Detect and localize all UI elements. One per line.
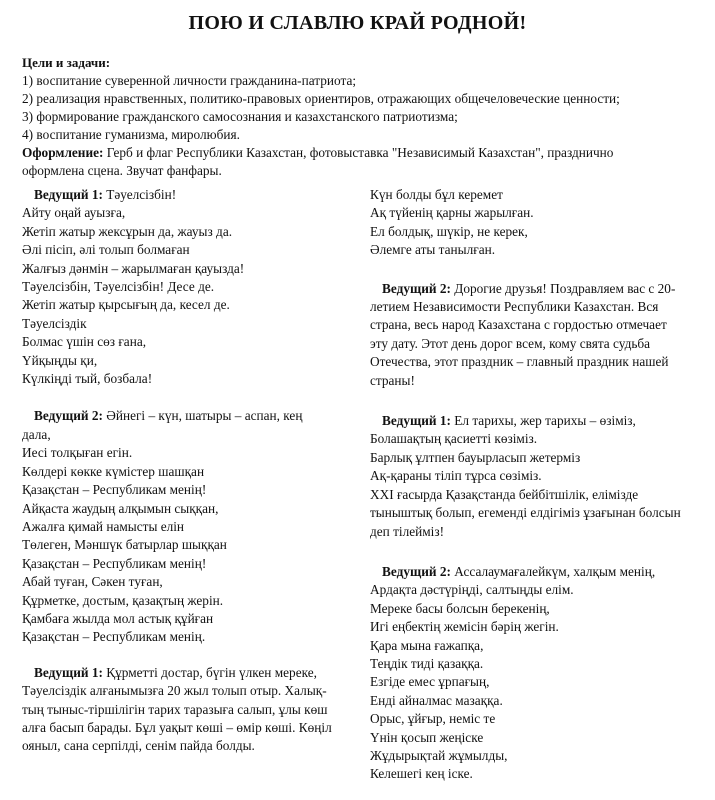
prose-line: Дорогие друзья! Поздравляем вас с 20- <box>450 280 676 296</box>
goals-heading: Цели и задачи: <box>22 55 111 70</box>
verse-line: Теңдік тиді қазаққа. <box>370 655 484 671</box>
verse-line: Тәуелсізбін! <box>102 187 177 202</box>
verse-line: Ассалаумағалейкүм, халқым менің, <box>450 563 656 579</box>
verse-line: Әлемге аты танылған. <box>370 242 496 258</box>
verse-line: Тәуелсізбін, Тәуелсізбін! Десе де. <box>22 279 215 295</box>
prose-line: Тәуелсіздік алғанымызға 20 жыл толып отыр. Халық- <box>22 683 327 699</box>
verse-line: Айқаста жаудың алқымын сыққан, <box>22 500 219 516</box>
verse-block <box>370 412 685 541</box>
verse-line: Әлі пісіп, әлі толып болмаған <box>22 242 190 258</box>
speaker-label: Ведущий 1: <box>34 187 103 202</box>
verse-line: Қара мына ғажапқа, <box>370 637 484 653</box>
verse-line: Ақ түйенің қарны жарылған. <box>370 205 534 221</box>
prose-line: деп тілейміз! <box>370 523 445 539</box>
verse-line: Ел тарихы, жер тарихы – өзіміз, <box>450 413 636 429</box>
verse-line: Көлдері көкке күмістер шашқан <box>22 463 205 479</box>
verse-line: Орыс, ұйғыр, неміс те <box>370 711 496 727</box>
verse-line: Ақ-қараны тіліп тұрса сөзіміз. <box>370 468 542 484</box>
design-label: Оформление: <box>22 145 104 160</box>
verse-line: Ажалға қимай намысты елін <box>22 518 185 534</box>
verse-line: Абай туған, Сәкен туған, <box>22 574 163 590</box>
verse-line: Күн болды бұл керемет <box>370 187 503 202</box>
verse-line: Игі еңбектің жемісін бәрің жегін. <box>370 619 559 635</box>
verse-line: Иесі толқыған егін. <box>22 445 133 461</box>
intro-section <box>22 54 692 180</box>
speaker-label: Ведущий 1: <box>34 664 103 680</box>
verse-line: Болмас үшін сөз ғана, <box>22 334 147 350</box>
verse-line: Болашақтың қасиетті көзіміз. <box>370 431 538 447</box>
verse-line: Тәуелсіздік <box>22 315 87 331</box>
prose-line: страна, весь народ Казахстана с гордостью отмечает <box>370 317 667 333</box>
verse-line: Төлеген, Мәншүк батырлар шыққан <box>22 537 227 553</box>
verse-line: Жетіп жатыр жексұрын да, жауыз да. <box>22 223 233 239</box>
prose-line: ояныл, сана серпілді, сенім пайда болды. <box>22 738 255 754</box>
prose-block <box>22 664 342 756</box>
verse-line: Барлық ұлтпен бауырласып жетерміз <box>370 449 581 465</box>
page-title: ПОЮ И СЛАВЛЮ КРАЙ РОДНОЙ! <box>188 12 527 34</box>
left-column <box>22 186 342 772</box>
verse-line: дала, <box>22 426 51 442</box>
prose-line: Отечества, этот праздник – главный праздник нашей <box>370 354 669 370</box>
goal-item: 2) реализация нравственных, политико-правовых ориентиров, отражающих общечеловеческие ценности; <box>22 91 620 106</box>
verse-block <box>370 186 685 260</box>
prose-line: тың тыныс-тіршілігін тарих таразыға салып, ұлы көш <box>22 701 328 717</box>
speaker-label: Ведущий 2: <box>382 563 451 579</box>
prose-line: Құрметті достар, бүгін үлкен мереке, <box>102 664 317 680</box>
verse-line: Әйнегі – күн, шатыры – аспан, кең <box>102 408 303 424</box>
verse-line: Құрметке, достым, қазақтың жерін. <box>22 592 224 608</box>
verse-line: Ел болдық, шүкір, не керек, <box>370 223 528 239</box>
verse-line: Қазақстан – Республикам менің. <box>22 629 206 645</box>
verse-line: Езгіде емес ұрпағың, <box>370 674 490 690</box>
prose-line: XXI ғасырда Қазақстанда бейбітшілік, елімізде <box>370 486 639 502</box>
verse-line: Қазақстан – Республикам менің! <box>22 482 207 498</box>
speaker-label: Ведущий 2: <box>34 408 103 424</box>
goal-item: 4) воспитание гуманизма, миролюбия. <box>22 127 240 142</box>
verse-line: Үнін қосып жеңіске <box>370 729 484 745</box>
verse-line: Айту оңай ауызға, <box>22 205 126 221</box>
verse-line: Жетіп жатыр қырсығың да, кесел де. <box>22 297 230 313</box>
prose-line: алға басып барады. Бұл уақыт көші – өмір көші. Көңіл <box>22 719 332 735</box>
prose-line: страны! <box>370 372 415 388</box>
verse-line: Қазақстан – Республикам менің! <box>22 555 207 571</box>
design-line <box>22 144 692 162</box>
verse-line: Жұдырықтай жұмылды, <box>370 747 508 763</box>
speaker-label: Ведущий 2: <box>382 280 451 296</box>
goal-item: 3) формирование гражданского самосознания и казахстанского патриотизма; <box>22 109 458 124</box>
speaker-label: Ведущий 1: <box>382 413 451 429</box>
prose-line: тыныштық болып, егемендi елдігіміз ұзағынан болсын <box>370 505 681 521</box>
verse-line: Күлкіңді тый, бозбала! <box>22 371 153 387</box>
verse-line: Үйқыңды қи, <box>22 352 98 368</box>
prose-line: летием Независимости Республики Казахстан. Вся <box>370 299 659 315</box>
prose-line: эту дату. Этот день дорог всем, кому свята судьба <box>370 335 651 351</box>
prose-block <box>370 280 685 390</box>
design-line-2: оформлена сцена. Звучат фанфары. <box>22 163 222 178</box>
verse-line: Келешегі кең іске. <box>370 766 473 782</box>
verse-block <box>22 186 342 388</box>
goal-item: 1) воспитание суверенной личности гражданина-патриота; <box>22 73 357 88</box>
verse-line: Енді айналмас мазаққа. <box>370 692 503 708</box>
verse-line: Қамбаға жылда мол астық құйған <box>22 610 214 626</box>
verse-line: Мереке басы болсын берекенің, <box>370 600 550 616</box>
right-column <box>370 186 685 800</box>
verse-line: Ардақта дәстүріңді, салтыңды елім. <box>370 582 574 598</box>
verse-block <box>370 563 685 784</box>
design-text: Герб и флаг Республики Казахстан, фотовыставка "Независимый Казахстан", празднично <box>103 145 614 160</box>
verse-line: Жалғыз дәнмін – жарылмаған қауызда! <box>22 260 245 276</box>
verse-block <box>22 407 342 646</box>
